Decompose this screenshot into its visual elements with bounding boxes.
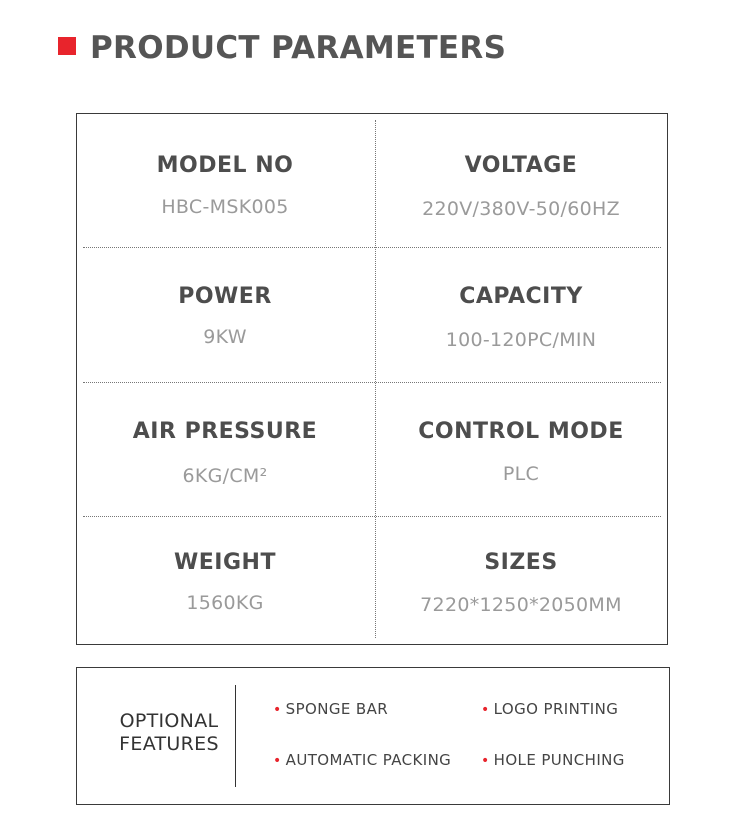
bullet-icon: • (481, 753, 490, 769)
parameters-table (76, 113, 668, 645)
bullet-icon: • (273, 702, 282, 718)
optional-title-line: FEATURES (119, 733, 219, 755)
param-label: AIR PRESSURE (132, 419, 318, 444)
param-value: 9KW (203, 326, 247, 348)
bullet-icon: • (481, 702, 490, 718)
optional-features-box (76, 667, 670, 805)
param-label: SIZES (484, 550, 558, 575)
param-value: 1560KG (186, 592, 264, 614)
param-cell-model-no (77, 114, 373, 246)
param-value: PLC (502, 463, 540, 485)
feature-label: SPONGE BAR (285, 700, 389, 718)
vertical-divider (235, 685, 236, 787)
param-label: CONTROL MODE (418, 419, 624, 444)
page-title: PRODUCT PARAMETERS (90, 30, 507, 66)
param-cell-capacity (373, 248, 669, 380)
feature-label: LOGO PRINTING (493, 700, 619, 718)
feature-label: AUTOMATIC PACKING (285, 751, 452, 769)
feature-label: HOLE PUNCHING (493, 751, 625, 769)
feature-item (481, 700, 618, 718)
param-cell-voltage (373, 114, 669, 246)
param-value: 220V/380V-50/60HZ (422, 198, 620, 220)
feature-item (273, 751, 451, 769)
param-value: HBC-MSK005 (161, 196, 289, 218)
optional-title-line: OPTIONAL (119, 710, 219, 732)
bullet-icon: • (273, 753, 282, 769)
param-label: MODEL NO (156, 153, 294, 178)
param-cell-sizes (373, 517, 669, 649)
feature-item (481, 751, 625, 769)
param-cell-control-mode (373, 383, 669, 515)
feature-item (273, 700, 388, 718)
param-value: 7220*1250*2050MM (420, 594, 622, 616)
param-label: WEIGHT (174, 550, 276, 575)
section-header (58, 28, 506, 68)
param-label: CAPACITY (459, 284, 583, 309)
optional-features-title (103, 710, 235, 756)
red-square-icon (58, 37, 76, 55)
param-label: POWER (178, 284, 272, 309)
param-cell-weight (77, 517, 373, 649)
param-cell-air-pressure (77, 383, 373, 515)
param-value: 6KG/CM² (182, 465, 268, 487)
param-cell-power (77, 248, 373, 380)
param-label: VOLTAGE (464, 153, 578, 178)
param-value: 100-120PC/MIN (445, 329, 597, 351)
